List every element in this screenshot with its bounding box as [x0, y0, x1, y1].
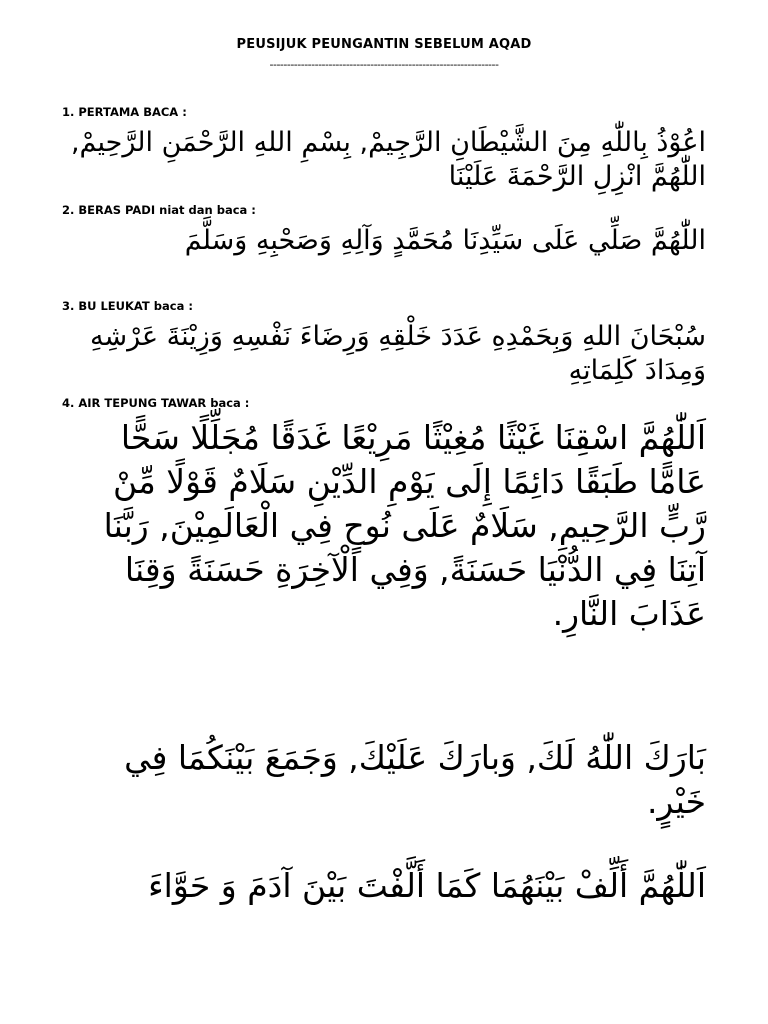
- section-1-arabic-text: اعُوْذُ بِاللّٰهِ مِنَ الشَّيْطَانِ الرَّجِيمْ, بِسْمِ اللهِ الرَّحْمَنِ الرَّحِيمْ, اللّٰهُمَّ انْزِلِ الرَّحْمَةَ عَلَيْنَا: [70, 127, 706, 192]
- closing-prayer-allif: اَللّٰهُمَّ أَلِّفْ بَيْنَهُمَا كَمَا أَلَّفْتَ بَيْنَ آدَمَ وَ حَوَّاءَ: [148, 866, 706, 905]
- section-3-arabic-text: سُبْحَانَ اللهِ وَبِحَمْدِهِ عَدَدَ خَلْقِهِ وَرِضَاءَ نَفْسِهِ وَزِيْنَةَ عَرْشِهِ وَمِدَادَ كَلِمَاتِهِ: [89, 321, 706, 386]
- document-title: PEUSIJUK PEUNGANTIN SEBELUM AQAD: [236, 37, 532, 52]
- title-underline-rule: ------------------------------------------------------------------: [269, 58, 499, 71]
- section-2-arabic-text: اللّٰهُمَّ صَلِّي عَلَى سَيِّدِنَا مُحَمَّدٍ وَآلِهِ وَصَحْبِهِ وَسَلَّمَ: [184, 225, 706, 256]
- section-4-arabic-text: اَللّٰهُمَّ اسْقِنَا غَيْثًا مُغِيْثًا مَرِيْعًا غَدَقًا مُجَلِّلًا سَحًّا عَامًّا طَبَقًا دَائِمًا إِلَى يَوْمِ الدِّيْنِ سَلَامٌ قَوْلًا مِّنْ رَّبٍّ الرَّحِيمِ, سَلَامٌ عَلَى نُوحٍ فِي الْعَالَمِيْنَ, رَبَّنَا آتِنَا فِي الدُّنْيَا حَسَنَةً, وَفِي الْآخِرَةِ حَسَنَةً وَقِنَا عَذَابَ النَّارِ.: [103, 418, 706, 633]
- section-4-heading: 4. AIR TEPUNG TAWAR baca :: [62, 396, 250, 410]
- section-1-heading: 1. PERTAMA BACA :: [62, 105, 187, 119]
- section-3-heading: 3. BU LEUKAT baca :: [62, 299, 193, 313]
- section-2-heading: 2. BERAS PADI niat dan baca :: [62, 203, 256, 217]
- closing-prayer-barakallah: بَارَكَ اللّٰهُ لَكَ, وَبارَكَ عَلَيْكَ, وَجَمَعَ بَيْنَكُمَا فِي خَيْرٍ.: [124, 738, 706, 821]
